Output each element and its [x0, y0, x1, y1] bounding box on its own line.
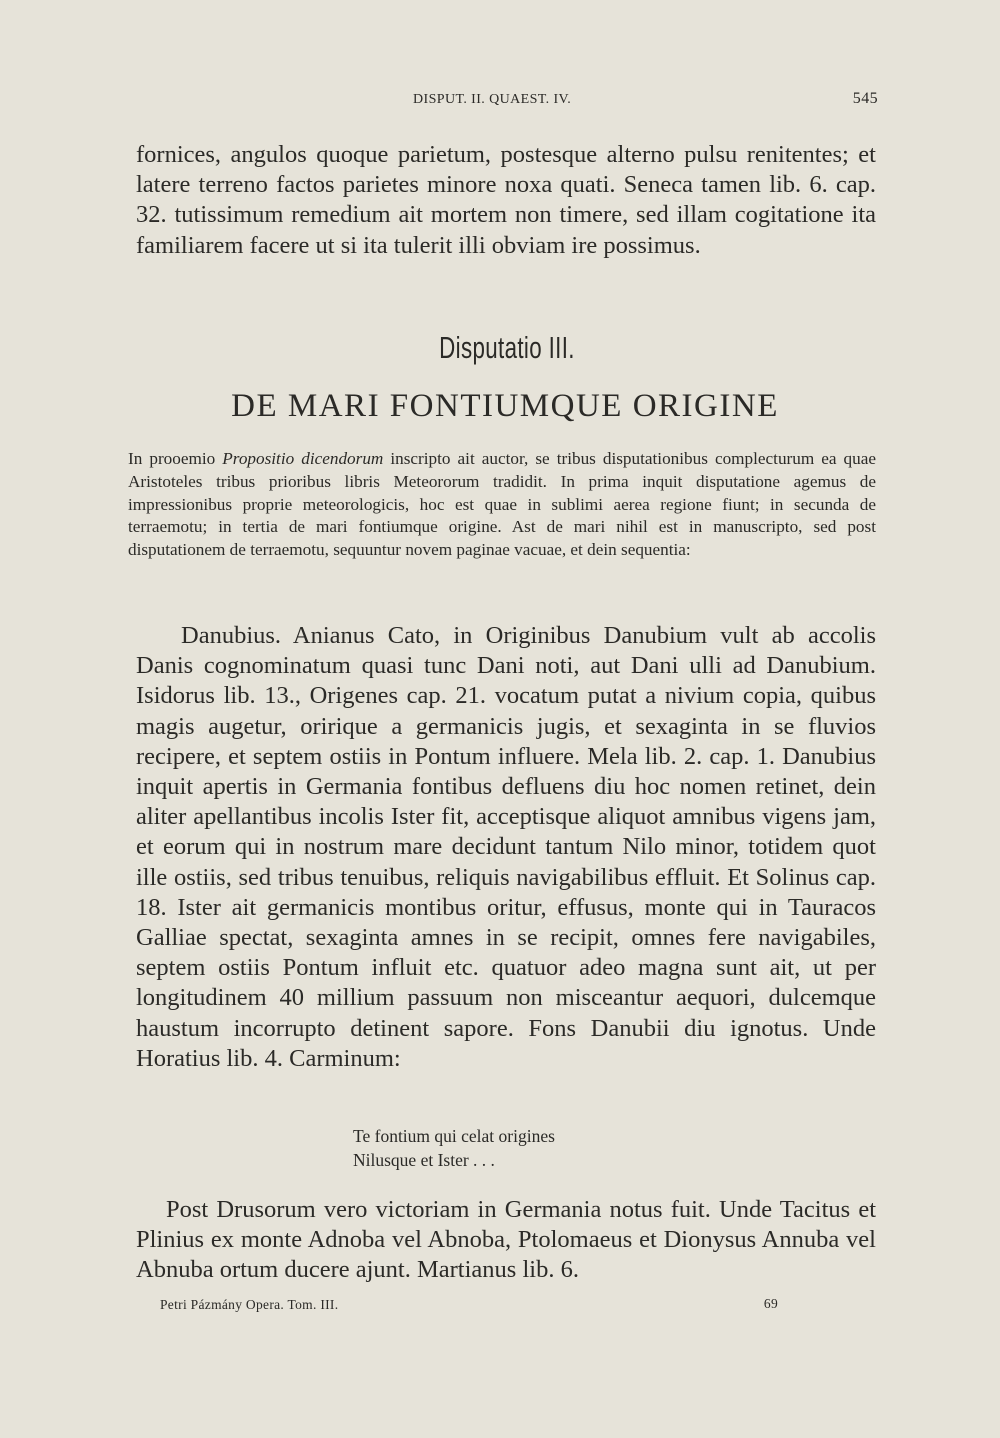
page-number: 545 [852, 90, 878, 107]
paragraph-drusorum: Post Drusorum vero victoriam in Germania notus fuit. Unde Tacitus et Plinius ex monte Adnoba vel Abnoba, Ptolomaeus et Dionysus Annuba vel Abnuba ortum ducere ajunt. Martianus lib. 6. [136, 1196, 876, 1284]
editor-note [128, 448, 876, 562]
disputatio-heading: Disputatio III. [439, 330, 575, 365]
verse-line-2: Nilusque et Ister . . . [353, 1150, 495, 1170]
running-head [138, 92, 878, 114]
page-footer [160, 1297, 800, 1317]
running-title: DISPUT. II. QUAEST. IV. [413, 92, 572, 107]
verse-quote [353, 1124, 555, 1172]
editor-note-text-start: In prooemio [128, 449, 223, 468]
section-title: DE MARI FONTIUMQUE ORIGINE [231, 388, 779, 424]
footer-book-title: Petri Pázmány Opera. Tom. III. [160, 1297, 339, 1312]
verse-line-1: Te fontium qui celat origines [353, 1126, 555, 1146]
paragraph-danubius: Danubius. Anianus Cato, in Originibus Danubium vult ab accolis Danis cognominatum quasi tunc Dani noti, aut Dani ulli ad Danubium. Isidorus lib. 13., Origenes cap. 21. vocatum putat a nivium copia, quibus magis augetur, oririque a germanicis jugis, et sexaginta in se fluvios recipere, et septem ostiis in Pontum influere. Mela lib. 2. cap. 1. Danubius inquit apertis in Germania fontibus defluens diu hoc nomen retinet, dein aliter apellantibus incolis Ister fit, acceptisque aliquot amnibus vigens jam, et eorum qui in nostrum mare decidunt tantum Nilo minor, totidem quot ille ostiis, sed tribus tenuibus, reliquis navigabilibus effluit. Et Solinus cap. 18. Ister ait germanicis montibus oritur, effusus, monte qui in Tauracos Galliae spectat, sexaginta amnes in se recipit, omnes fere navigabiles, septem ostiis Pontum influit etc. quatuor adeo magna sunt ait, ut per longitudinem 40 millium passuum non misceantur aequori, dulcemque haustum incorrupto detinent sapore. Fons Danubii diu ignotus. Unde Horatius lib. 4. Carminum: [136, 622, 876, 1072]
paragraph-continuation: fornices, angulos quoque parietum, postesque alterno pulsu renitentes; et latere terreno factos parietes minore noxa quati. Seneca tamen lib. 6. cap. 32. tutissimum remedium ait mortem non timere, sed illam cogitatione ita familiarem facere ut si ita tulerit illi obviam ire possimus. [136, 141, 876, 259]
printer-signature: 69 [763, 1296, 778, 1311]
editor-note-italic-title: Propositio dicendorum [222, 449, 384, 468]
editor-note-text-rest: inscripto ait auctor, se tribus disputationibus complecturum ea quae Aristoteles tribus prioribus libris Meteororum tradidit. In prima inquit disputatione agemus de impressionibus proprie meteorologicis, hoc est quae in sublimi aerea regione fiunt; in secunda de terraemotu; in tertia de mari fontiumque origine. Ast de mari nihil est in manuscripto, sed post disputationem de terraemotu, sequuntur novem paginae vacuae, et dein sequentia: [128, 449, 876, 560]
